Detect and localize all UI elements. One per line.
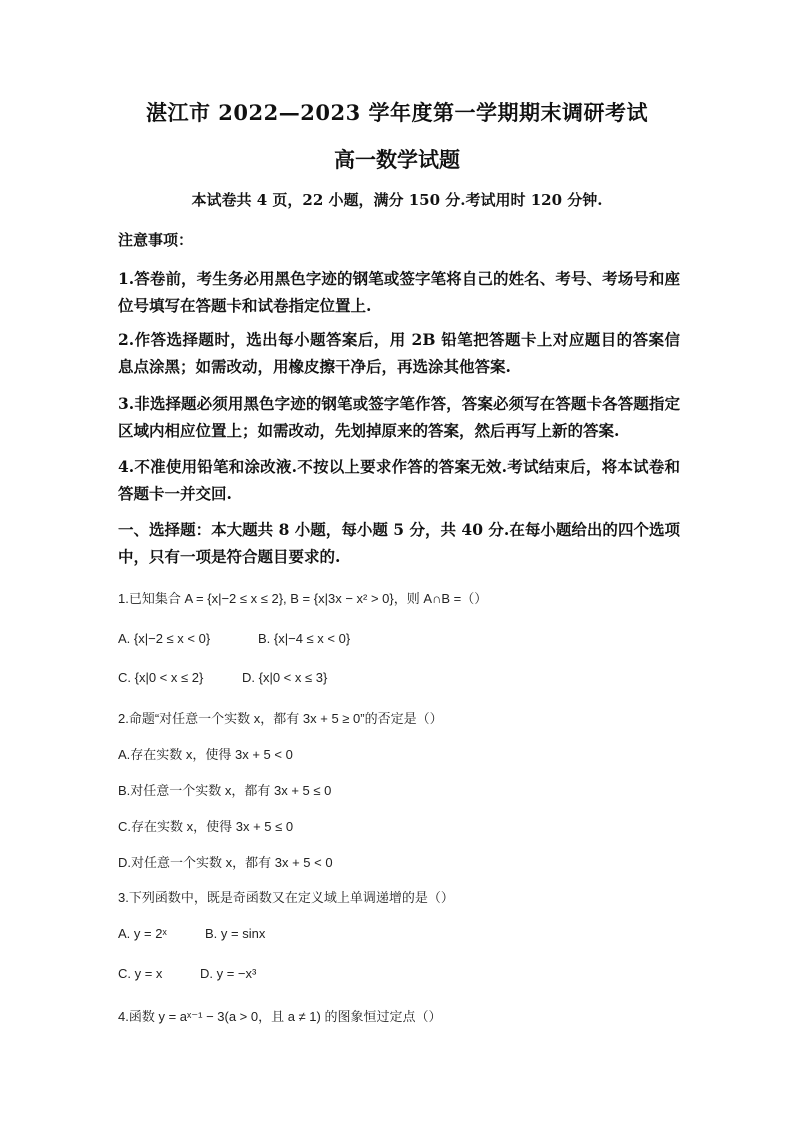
exam-title: 湛江市 2022—2023 学年度第一学期期末调研考试	[145, 100, 648, 125]
question-3-option-d: D. y = −x³	[200, 966, 257, 981]
question-3-option-b: B. y = sinx	[205, 926, 266, 941]
question-1-option-d: D. {x|0 < x ≤ 3}	[242, 670, 328, 685]
exam-meta: 本试卷共 4 页，22 小题，满分 150 分.考试用时 120 分钟.	[191, 191, 603, 209]
question-1-option-a: A. {x|−2 ≤ x < 0}	[118, 631, 211, 646]
section-heading: 一、选择题：本大题共 8 小题，每小题 5 分，共 40 分.在每小题给出的四个选项中，只有一项是符合题目要求的.	[118, 520, 680, 566]
question-2-option-a: A.存在实数 x，使得 3x + 5 < 0	[118, 747, 293, 762]
notice-item-2: 2.作答选择题时，选出每小题答案后，用 2B 铅笔把答题卡上对应题目的答案信息点涂黑；如需改动，用橡皮擦干净后，再选涂其他答案.	[118, 330, 680, 376]
question-2-stem: 2.命题“对任意一个实数 x，都有 3x + 5 ≥ 0”的否定是（）	[118, 711, 443, 726]
exam-subtitle: 高一数学试题	[334, 147, 460, 172]
question-1-stem: 1.已知集合 A = {x|−2 ≤ x ≤ 2}, B = {x|3x − x² > 0}，则 A∩B =（）	[118, 591, 488, 606]
question-2-option-c: C.存在实数 x，使得 3x + 5 ≤ 0	[118, 819, 294, 834]
notice-heading: 注意事项：	[118, 231, 194, 249]
question-2-option-b: B.对任意一个实数 x，都有 3x + 5 ≤ 0	[118, 783, 332, 798]
question-4-stem: 4.函数 y = aˣ⁻¹ − 3(a > 0，且 a ≠ 1) 的图象恒过定点（）	[118, 1009, 442, 1024]
question-1-option-c: C. {x|0 < x ≤ 2}	[118, 670, 204, 685]
question-1-option-b: B. {x|−4 ≤ x < 0}	[258, 631, 351, 646]
notice-item-1: 1.答卷前，考生务必用黑色字迹的钢笔或签字笔将自己的姓名、考号、考场号和座位号填写在答题卡和试卷指定位置上.	[118, 269, 680, 315]
question-3-stem: 3.下列函数中，既是奇函数又在定义域上单调递增的是（）	[118, 890, 454, 905]
question-3-option-a: A. y = 2ˣ	[118, 926, 167, 941]
question-3-option-c: C. y = x	[118, 966, 163, 981]
notice-item-4: 4.不准使用铅笔和涂改液.不按以上要求作答的答案无效.考试结束后，将本试卷和答题卡一并交回.	[118, 457, 680, 503]
question-2-option-d: D.对任意一个实数 x，都有 3x + 5 < 0	[118, 855, 333, 870]
notice-item-3: 3.非选择题必须用黑色字迹的钢笔或签字笔作答，答案必须写在答题卡各答题指定区域内相应位置上；如需改动，先划掉原来的答案，然后再写上新的答案.	[118, 394, 680, 440]
